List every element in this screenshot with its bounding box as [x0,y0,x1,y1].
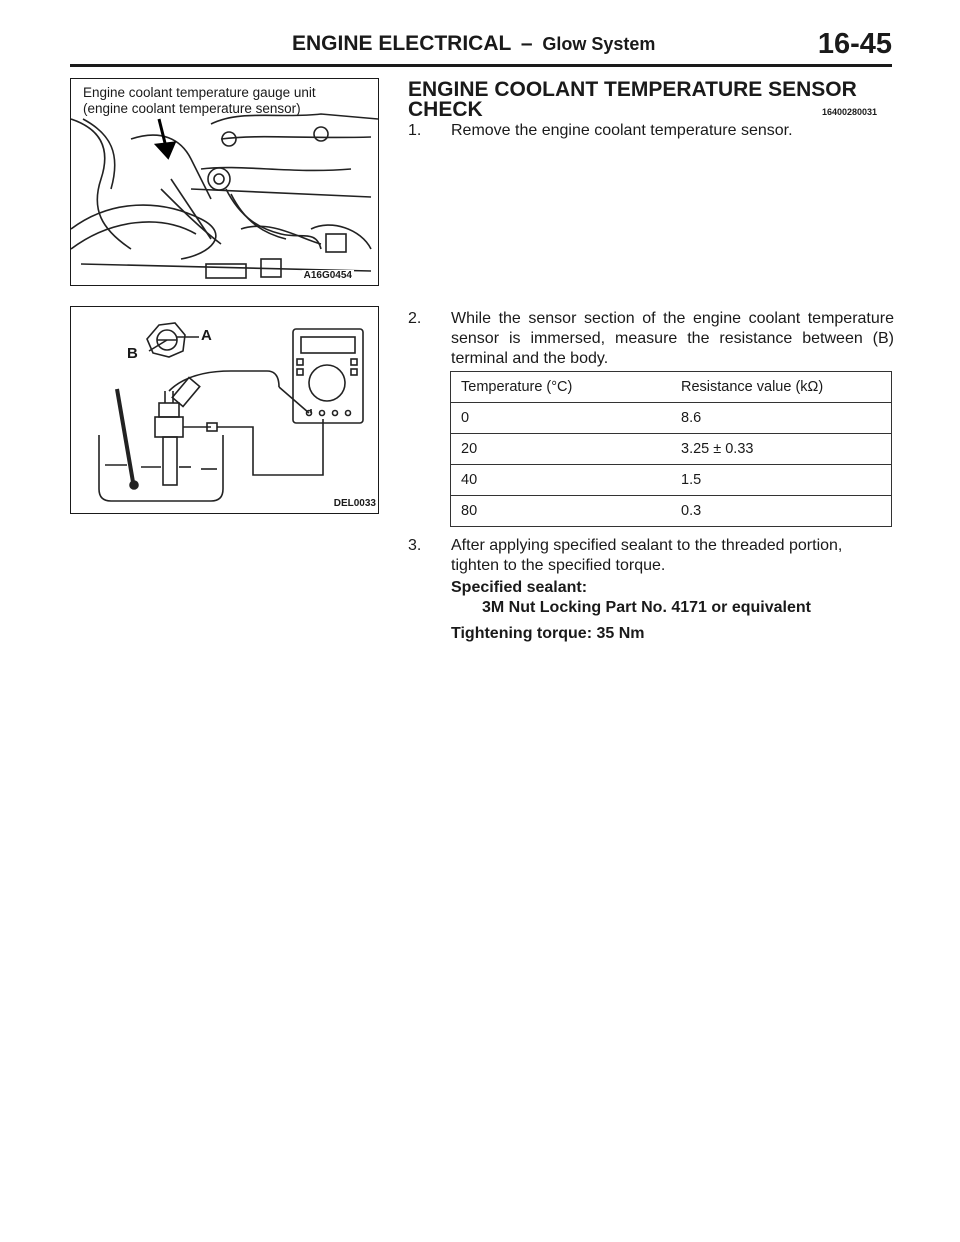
figure1-caption-line2: (engine coolant temperature sensor) [83,101,301,116]
step-2-text: While the sensor section of the engine coolant temperature sensor is immersed, measure the resistance between (B) terminal and the body. [451,310,894,367]
page-number: 16-45 [817,28,892,60]
torque-label: Tightening torque: 35 Nm [451,625,645,642]
table-cell: 1.5 [671,465,892,496]
table-row [451,434,892,465]
header-subsection: Glow System [542,34,656,54]
figure1-caption [83,85,316,117]
figure-engine-sensor-location [70,78,379,286]
table-row [451,465,892,496]
table-cell: 3.25 ± 0.33 [671,434,892,465]
multimeter-illustration [71,307,378,513]
section-ref-code: 16400280031 [822,107,878,117]
label-a: A [201,327,212,344]
step-3 [408,536,894,576]
table-header-resistance: Resistance value (kΩ) [671,372,892,403]
section-title-line2: CHECK [408,98,483,121]
label-b: B [127,345,138,362]
figure2-code: DEL0033 [333,498,376,509]
sealant-value: 3M Nut Locking Part No. 4171 or equivalent [482,599,811,616]
section-title-line1: ENGINE COOLANT TEMPERATURE SENSOR [408,78,857,101]
step-1 [408,121,892,141]
table-header-row [451,372,892,403]
header-separator: – [520,32,533,55]
page-header [70,30,892,70]
step-3-number: 3. [408,537,422,554]
step-1-number: 1. [408,122,422,139]
figure1-caption-line1: Engine coolant temperature gauge unit [83,85,316,100]
table-cell: 8.6 [671,403,892,434]
header-section: ENGINE ELECTRICAL [292,32,511,55]
table-cell: 0 [451,403,672,434]
figure-resistance-test [70,306,379,514]
table-cell: 40 [451,465,672,496]
step-1-text: Remove the engine coolant temperature sensor. [451,122,793,139]
step-2 [408,309,894,369]
figure1-code: A16G0454 [303,270,352,281]
table-cell: 0.3 [671,496,892,527]
table-header-temperature: Temperature (°C) [451,372,672,403]
table-row [451,496,892,527]
table-cell: 80 [451,496,672,527]
table-cell: 20 [451,434,672,465]
table-row [451,403,892,434]
step-3-text: After applying specified sealant to the threaded portion, tighten to the specified torque. [451,537,843,574]
sealant-label: Specified sealant: [451,579,588,596]
step-2-number: 2. [408,310,422,327]
header-divider [70,64,892,67]
resistance-table [450,371,892,527]
header-title [292,32,655,56]
